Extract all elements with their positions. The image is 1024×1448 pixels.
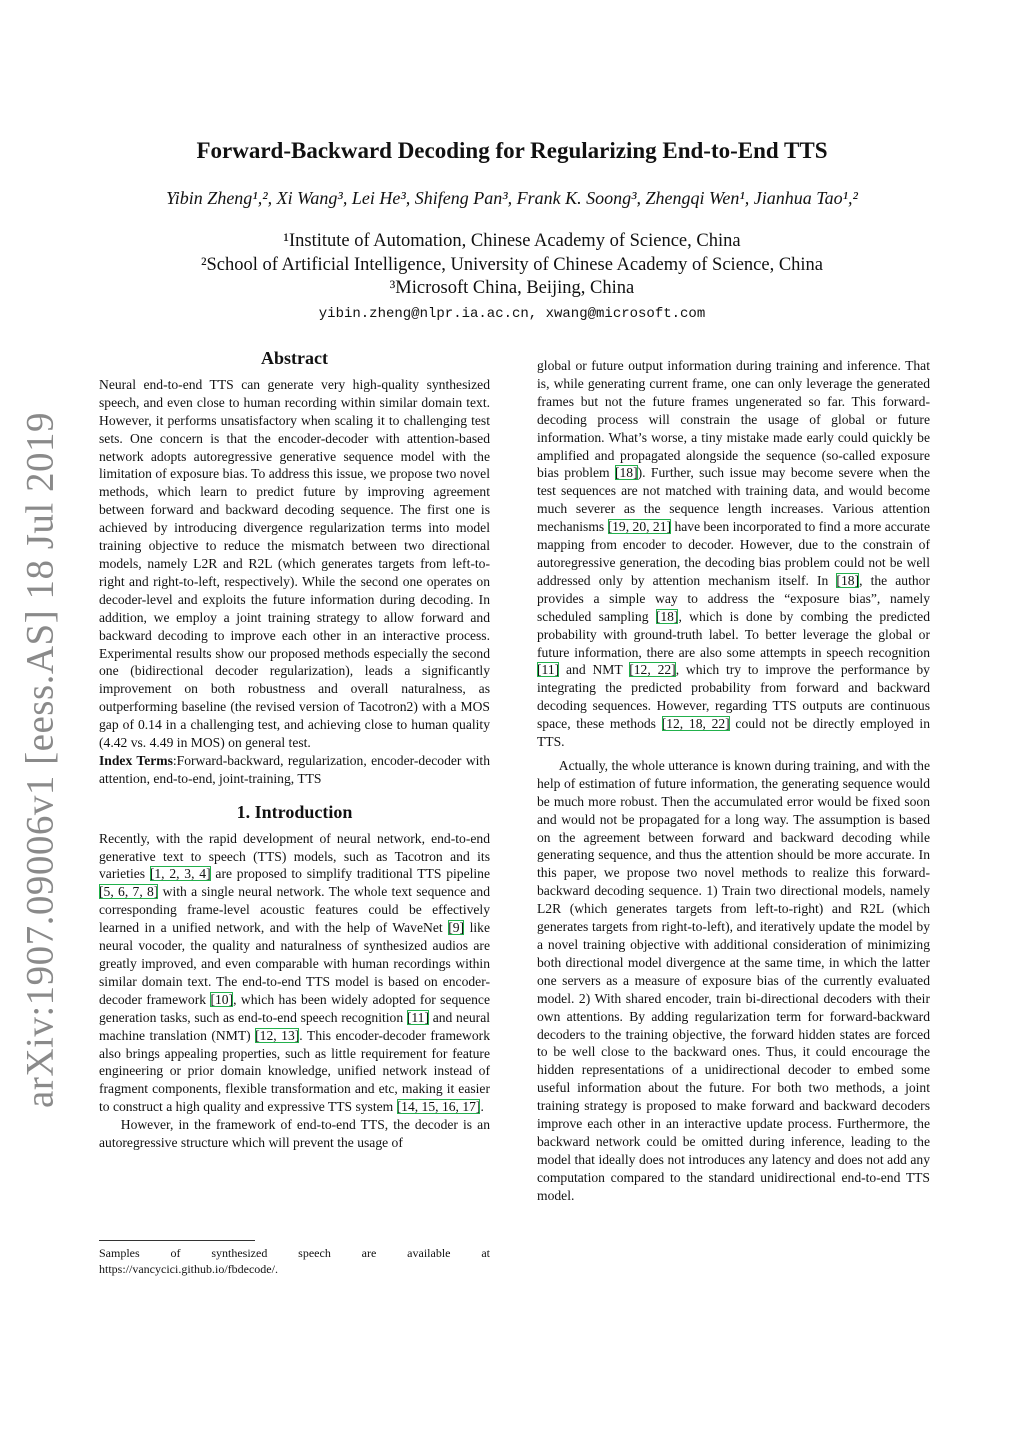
citation-link[interactable]: [18]: [836, 572, 860, 588]
author-list: Yibin Zheng¹,², Xi Wang³, Lei He³, Shifeng Pan³, Frank K. Soong³, Zhengqi Wen¹, Jianhua Tao¹,²: [166, 188, 858, 208]
text-run: and NMT: [559, 662, 630, 678]
index-terms-label: Index Terms: [99, 752, 173, 768]
text-run: like neural vocoder, the quality and naturalness of synthesized audios are greatly improved, and even comparable with human recordings within similar domain text. The end-to-end TTS model is based on encoder-decoder framework: [99, 920, 490, 1007]
citation-link[interactable]: [18]: [614, 465, 638, 481]
citation-link[interactable]: [19, 20, 21]: [607, 519, 672, 535]
right-column: [537, 357, 930, 1205]
text-run: , which has been widely adopted for sequence generation tasks, such as end-to-end speech recognition: [99, 991, 490, 1025]
citation-link[interactable]: [11]: [406, 1009, 430, 1025]
arxiv-sidebar: [10, 410, 70, 1110]
text-run: ). Further, such issue may become severe when the test sequences are not matched with training data, and would become much severer as the sequence length increases. Various attention mechanisms: [537, 465, 931, 535]
citation-link[interactable]: [11]: [537, 662, 560, 678]
abstract-heading: Abstract: [261, 348, 328, 368]
author-emails: yibin.zheng@nlpr.ia.ac.cn, xwang@microsoft.com: [318, 306, 706, 322]
text-run: and neural machine translation (NMT): [99, 1009, 491, 1043]
text-run: .: [480, 1099, 484, 1115]
citation-link[interactable]: [18]: [655, 608, 679, 624]
citation-link[interactable]: [12, 22]: [629, 662, 676, 678]
citation-link[interactable]: [12, 18, 22]: [661, 716, 730, 732]
text-run: are proposed to simplify traditional TTS pipeline: [210, 866, 490, 882]
citation-link[interactable]: [5, 6, 7, 8]: [99, 884, 159, 900]
text-run: , which is done by combing the predicted probability with ground-truth label. To better leverage the global or future information, there are also some attempts in speech recognition: [537, 608, 930, 660]
text-run: Recently, with the rapid development of neural network, end-to-end generative text to speech (TTS) models, such as Tacotron and its varieties: [99, 830, 490, 882]
paper-title: Forward-Backward Decoding for Regularizing End-to-End TTS: [196, 138, 828, 163]
index-terms: [99, 752, 490, 788]
text-run: with a single neural network. The whole text sequence and corresponding frame-level acoustic features could be effectively learned in a unified network, and with the help of WaveNet: [99, 884, 490, 936]
intro-paragraph-2: However, in the framework of end-to-end TTS, the decoder is an autoregressive structure which will prevent the usage of: [99, 1117, 490, 1151]
affiliation-3: ³Microsoft China, Beijing, China: [389, 278, 635, 298]
right-paragraph-2: Actually, the whole utterance is known during training, and with the help of estimation of future information, the generating sequence would be much more robust. Then the accumulated error would be fixed soon and would not be propagated for a long way. The assumption is based on the agreement between forward and backward decoding while generating sequence, and thus the attention should be more accurate. In this paper, we propose two novel methods to realize this forward-backward decoding sequence. 1) Train two directional models, namely L2R (which generates targets from left-to-right) and R2L (which generates targets from right-to-left), and iteratively update the model by a novel training objective with additional consideration of minimizing both directional model divergence at the same time, in which the latter one servers as a measure of exposure bias of the currently evaluated model. 2) With shared encoder, train bi-directional decoders with their own attentions. By adding regularization term for forward-backward decoders to the training objective, the forward hidden states are forced to be well close to the backward ones. Thus, it could encourage the hidden representations of a unidirectional decoder to embed some useful information about the future. For both two methods, a joint training strategy is proposed to make forward and backward decoders improve each other in an interactive update process. Furthermore, the backward network could be omitted during inference, leading to the model that ideally does not introduces any latency and does not add any computation compared to the standard unidirectional end-to-end TTS model.: [537, 757, 930, 1203]
left-column: [99, 350, 490, 1152]
text-run: , which try to improve the performance by integrating the predicted probability from forward and backward decoding sequences. However, regarding TTS outputs are continuous space, these methods: [537, 662, 930, 732]
citation-link[interactable]: [1, 2, 3, 4]: [149, 866, 211, 882]
affiliation-1: ¹Institute of Automation, Chinese Academy of Science, China: [283, 231, 741, 251]
text-run: global or future output information during training and inference. That is, while generating current frame, one can only leverage the generated frames but not the future frames ungenerated so far. This forward-decoding process will constrain the usage of global or future information. What’s worse, a tiny mistake made early could quickly be amplified and propagated alongside the sequence (so-called exposure bias problem: [537, 358, 930, 481]
footnote-rule: [99, 1240, 255, 1241]
footnote: Samples of synthesized speech are available at https://vancycici.github.io/fbdecode/.: [99, 1246, 490, 1276]
text-run: . This encoder-decoder framework also brings appealing properties, such as little requirement for feature engineering or prior domain knowledge, unified network instead of fragment components, flexible transformation and etc, making it easier to construct a high quality and expressive TTS system: [99, 1027, 490, 1115]
affiliation-2: ²School of Artificial Intelligence, University of Chinese Academy of Science, China: [200, 255, 824, 275]
intro-heading: 1. Introduction: [236, 801, 353, 822]
right-paragraph-1: [537, 357, 930, 751]
intro-paragraph-1: [99, 830, 490, 1117]
citation-link[interactable]: [9]: [448, 920, 465, 936]
text-run: , the author provides a simple way to address the “exposure bias”, namely scheduled sampling: [537, 572, 931, 624]
arxiv-id: arXiv:1907.09006v1 [eess.AS] 18 Jul 2019: [18, 412, 62, 1108]
citation-link[interactable]: [14, 15, 16, 17]: [396, 1099, 481, 1115]
citation-link[interactable]: [12, 13]: [255, 1027, 300, 1043]
text-run: have been incorporated to find a more accurate mapping from encoder to decoder. However, due to the constrain of autoregressive generation, the decoding bias problem could not be well addressed only by attention mechanism itself. In: [537, 519, 930, 588]
citation-link[interactable]: [10]: [210, 991, 234, 1007]
abstract-text: Neural end-to-end TTS can generate very high-quality synthesized speech, and even close to human recording within similar domain text. However, it performs unsatisfactory when scaling it to challenging test sets. One concern is that the encoder-decoder with attention-based network adopts autoregressive generative sequence model with the limitation of exposure bias. To address this issue, we propose two novel methods, which learn to predict future by improving agreement between forward and backward decoding sequence. The first one is achieved by introducing divergence regularization terms into model training objective to reduce the mismatch between two directional models, namely L2R and R2L (which generates targets from left-to-right and right-to-left, respectively). While the second one operates on decoder-level and exploits the future information during decoding. In addition, we employ a joint training strategy to allow forward and backward decoding to improve each other in an interactive process. Experimental results show our proposed methods especially the second one (bidirectional decoder regularization), leads a significantly improvement on both robustness and overall naturalness, as outperforming baseline (the revised version of Tacotron2) with a MOS gap of 0.14 in a challenging test, and achieving close to human quality (4.42 vs. 4.49 in MOS) on general test.: [99, 376, 490, 751]
index-terms-text: :Forward-backward, regularization, encoder-decoder with attention, end-to-end, joint-training, TTS: [99, 752, 490, 786]
text-run: could not be directly employed in TTS.: [537, 716, 930, 750]
